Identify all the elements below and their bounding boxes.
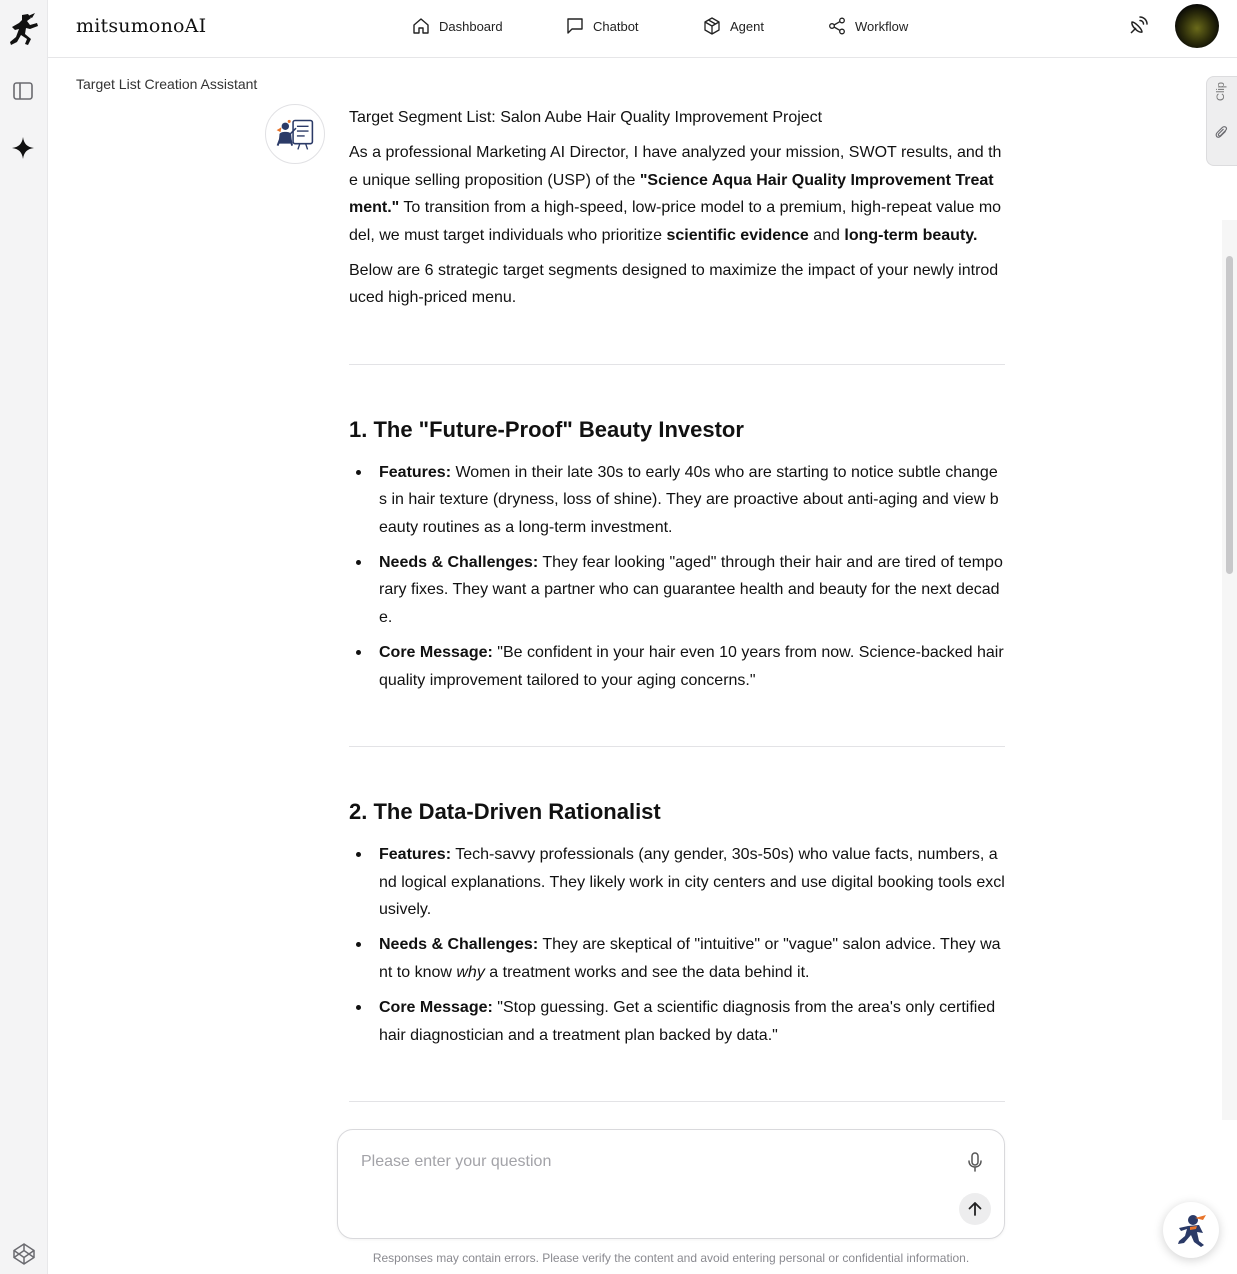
section-list	[349, 459, 1005, 694]
assistant-message	[349, 104, 1005, 1152]
chat-bubble-icon	[565, 16, 585, 36]
list-item: Features: Women in their late 30s to early 40s who are starting to notice subtle changes in hair texture (dryness, loss of shine). They are proactive about anti-aging and view beauty routines as a long-term investment.	[349, 459, 1005, 541]
section-divider	[349, 364, 1005, 365]
chat-composer	[337, 1129, 1005, 1239]
presenter-board-icon	[266, 105, 324, 163]
nav-label: Agent	[730, 18, 764, 34]
satellite-dish-icon[interactable]	[1126, 14, 1150, 38]
section-divider	[349, 1101, 1005, 1102]
ninja-mascot-icon	[1173, 1211, 1211, 1249]
cube-icon	[702, 16, 722, 36]
message-intro: As a professional Marketing AI Director, I have analyzed your mission, SWOT results, and the unique selling proposition (USP) of the "Science Aqua Hair Quality Improvement Treatment." To transition from a high-speed, low-price model to a premium, high-repeat value model, we must target individuals who prioritize scientific evidence and long-term beauty.	[349, 144, 1002, 244]
home-icon	[411, 16, 431, 36]
chat-scrollbar[interactable]	[1222, 220, 1237, 1120]
nav-agent[interactable]	[702, 16, 764, 36]
question-input[interactable]	[361, 1150, 921, 1174]
message-lead: Below are 6 strategic target segments designed to maximize the impact of your newly introduced high-priced menu.	[349, 262, 999, 307]
user-avatar[interactable]	[1175, 4, 1219, 48]
microphone-icon[interactable]	[963, 1150, 987, 1174]
list-item: Needs & Challenges: They are skeptical of "intuitive" or "vague" salon advice. They want to know why a treatment works and see the data behind it.	[349, 931, 1005, 986]
nav-label: Chatbot	[593, 18, 639, 34]
nav-label: Dashboard	[439, 18, 503, 34]
clip-label: Clip	[1215, 82, 1227, 101]
list-item: Core Message: "Stop guessing. Get a scientific diagnosis from the area's only certified hair diagnostician and a treatment plan backed by data."	[349, 994, 1005, 1049]
nav-chatbot[interactable]	[565, 16, 639, 36]
paperclip-icon	[1214, 125, 1229, 140]
brand-name[interactable]: mitsumonoAI	[76, 15, 207, 37]
nav-workflow[interactable]	[827, 16, 908, 36]
sparkle-icon[interactable]	[11, 136, 35, 160]
codepen-icon[interactable]	[12, 1242, 36, 1266]
list-item: Core Message: "Be confident in your hair even 10 years from now. Science-backed hair quality improvement tailored to your aging concerns."	[349, 639, 1005, 694]
section-divider	[349, 746, 1005, 747]
ninja-assistant-button[interactable]	[1163, 1202, 1219, 1258]
page-title: Target List Creation Assistant	[76, 76, 258, 92]
left-rail	[0, 0, 48, 1274]
section-heading: 2. The Data-Driven Rationalist	[349, 799, 661, 825]
arrow-up-icon	[965, 1199, 985, 1219]
nav-label: Workflow	[855, 18, 909, 34]
sidebar-toggle-icon[interactable]	[12, 80, 34, 102]
assistant-avatar	[265, 104, 325, 164]
share-nodes-icon	[827, 16, 847, 36]
list-item: Needs & Challenges: They fear looking "aged" through their hair and are tired of temporary fixes. They want a partner who can guarantee health and beauty for the next decade.	[349, 549, 1005, 631]
section-heading: 1. The "Future-Proof" Beauty Investor	[349, 416, 744, 442]
section-list	[349, 841, 1005, 1049]
nav-dashboard[interactable]	[411, 16, 503, 36]
disclaimer-text: Responses may contain errors. Please verify the content and avoid entering personal or confidential information.	[372, 1251, 970, 1265]
top-header	[48, 0, 1237, 58]
send-button[interactable]	[959, 1193, 991, 1225]
message-title: Target Segment List: Salon Aube Hair Quality Improvement Project	[349, 109, 823, 126]
list-item: Features: Tech-savvy professionals (any gender, 30s-50s) who value facts, numbers, and logical explanations. They likely work in city centers and use digital booking tools exclusively.	[349, 841, 1005, 923]
scrollbar-thumb[interactable]	[1226, 256, 1233, 574]
clip-side-tab[interactable]	[1206, 76, 1237, 166]
ninja-logo-icon[interactable]	[8, 12, 40, 48]
